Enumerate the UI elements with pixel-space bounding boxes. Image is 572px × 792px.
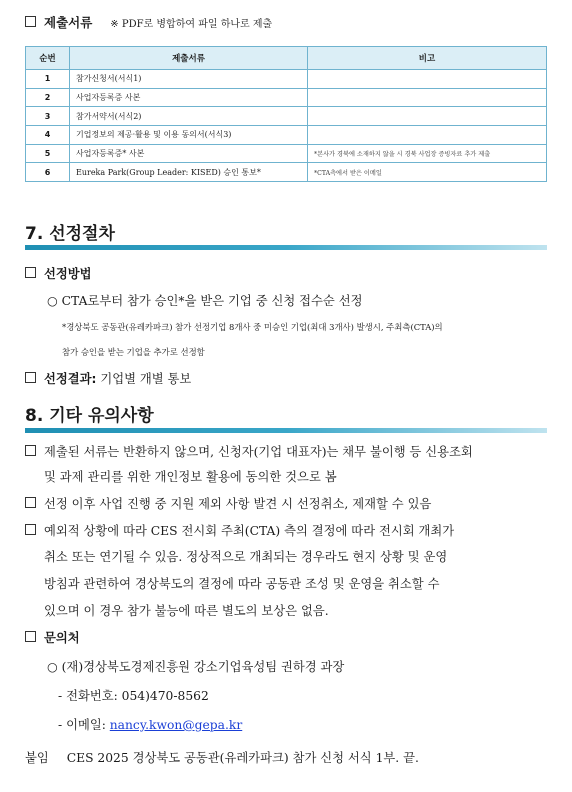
row-note: *CTA측에서 받은 이메일 — [308, 163, 547, 182]
attachment-row — [25, 748, 419, 766]
checkbox-bullet — [25, 16, 36, 27]
contact-email — [58, 715, 242, 733]
col-header-doc: 제출서류 — [70, 47, 308, 70]
row-doc: 사업자등록증* 사본 — [70, 144, 308, 163]
table-row — [26, 107, 547, 126]
selection-result-text: 기업별 개별 통보 — [96, 372, 192, 386]
selection-method-title: 선정방법 — [44, 267, 92, 281]
selection-result-row — [25, 369, 191, 387]
row-note — [308, 107, 547, 126]
row-note — [308, 88, 547, 107]
phone-value: 054)470-8562 — [121, 689, 209, 703]
required-documents-table — [25, 46, 547, 182]
selection-footnote-line2: 참가 승인을 받는 기업을 추가로 선정함 — [62, 347, 205, 357]
row-note: *본사가 경북에 소재하지 않을 시 경북 사업장 증빙자료 추가 제출 — [308, 144, 547, 163]
checkbox-bullet — [25, 372, 36, 383]
docs-section-note: ※ PDF로 병합하여 파일 하나로 제출 — [110, 19, 273, 30]
notice-item-2 — [25, 494, 431, 512]
checkbox-bullet — [25, 497, 36, 508]
row-no: 6 — [26, 163, 70, 182]
row-no: 2 — [26, 88, 70, 107]
col-header-no: 순번 — [26, 47, 70, 70]
email-label: - 이메일: — [58, 718, 110, 732]
row-no: 5 — [26, 144, 70, 163]
checkbox-bullet — [25, 267, 36, 278]
table-row — [26, 144, 547, 163]
table-row — [26, 88, 547, 107]
row-no: 3 — [26, 107, 70, 126]
attachment-text: CES 2025 경상북도 공동관(유레카파크) 참가 신청 서식 1부. 끝. — [66, 751, 419, 765]
row-no: 1 — [26, 70, 70, 89]
row-doc: 참가신청서(서식1) — [70, 70, 308, 89]
notice-item-2-line1: 선정 이후 사업 진행 중 지원 제외 사항 발견 시 선정취소, 제재할 수 있음 — [44, 497, 432, 511]
notice-item-3-line2: 취소 또는 연기될 수 있음. 정상적으로 개최되는 경우라도 현지 상황 및 운영 — [44, 550, 448, 564]
docs-section-header — [25, 13, 272, 31]
selection-footnote-line1: *경상북도 공동관(유레카파크) 참가 선정기업 8개사 중 미승인 기업(최대 3개사) 발생시, 주최측(CTA)의 — [62, 322, 443, 332]
section8-heading: 8. 기타 유의사항 — [25, 406, 154, 426]
checkbox-bullet — [25, 631, 36, 642]
notice-item-3-line4: 있으며 이 경우 참가 불능에 따른 별도의 보상은 없음. — [44, 604, 329, 618]
row-no: 4 — [26, 126, 70, 145]
section7-heading: 7. 선정절차 — [25, 224, 115, 244]
selection-result-label: 선정결과: — [44, 372, 97, 386]
notice-item-1-line1: 제출된 서류는 반환하지 않으며, 신청자(기업 대표자)는 채무 불이행 등 신용조회 — [44, 445, 473, 459]
table-row — [26, 70, 547, 89]
table-row — [26, 163, 547, 182]
checkbox-bullet — [25, 524, 36, 535]
notice-item-1 — [25, 442, 473, 460]
phone-label: - 전화번호: — [58, 689, 122, 703]
email-link[interactable]: nancy.kwon@gepa.kr — [109, 718, 243, 732]
notice-item-1-line2: 및 과제 관리를 위한 개인정보 활용에 동의한 것으로 봄 — [44, 470, 337, 484]
row-doc: Eureka Park(Group Leader: KISED) 승인 통보* — [70, 163, 308, 182]
row-note — [308, 126, 547, 145]
notice-item-3 — [25, 521, 454, 539]
attachment-label: 붙임 — [25, 751, 49, 765]
row-doc: 사업자등록증 사본 — [70, 88, 308, 107]
row-doc: 참가서약서(서식2) — [70, 107, 308, 126]
table-row — [26, 126, 547, 145]
col-header-note: 비고 — [308, 47, 547, 70]
contact-title: 문의처 — [44, 631, 80, 645]
section8-divider — [25, 428, 547, 433]
selection-method-item: ○ CTA로부터 참가 승인*을 받은 기업 중 신청 접수순 선정 — [47, 294, 363, 308]
docs-section-title: 제출서류 — [44, 15, 93, 30]
row-note — [308, 70, 547, 89]
contact-person: ○ (재)경상북도경제진흥원 강소기업육성팀 권하경 과장 — [47, 660, 345, 674]
checkbox-bullet — [25, 445, 36, 456]
notice-item-3-line3: 방침과 관련하여 경상북도의 결정에 따라 공동관 조성 및 운영을 취소할 수 — [44, 577, 440, 591]
contact-row — [25, 628, 80, 646]
section7-divider — [25, 245, 547, 250]
row-doc: 기업정보의 제공·활용 및 이용 동의서(서식3) — [70, 126, 308, 145]
selection-method-row — [25, 264, 92, 282]
contact-phone — [58, 686, 209, 704]
notice-item-3-line1: 예외적 상황에 따라 CES 전시회 주최(CTA) 측의 결정에 따라 전시회 개최가 — [44, 524, 455, 538]
